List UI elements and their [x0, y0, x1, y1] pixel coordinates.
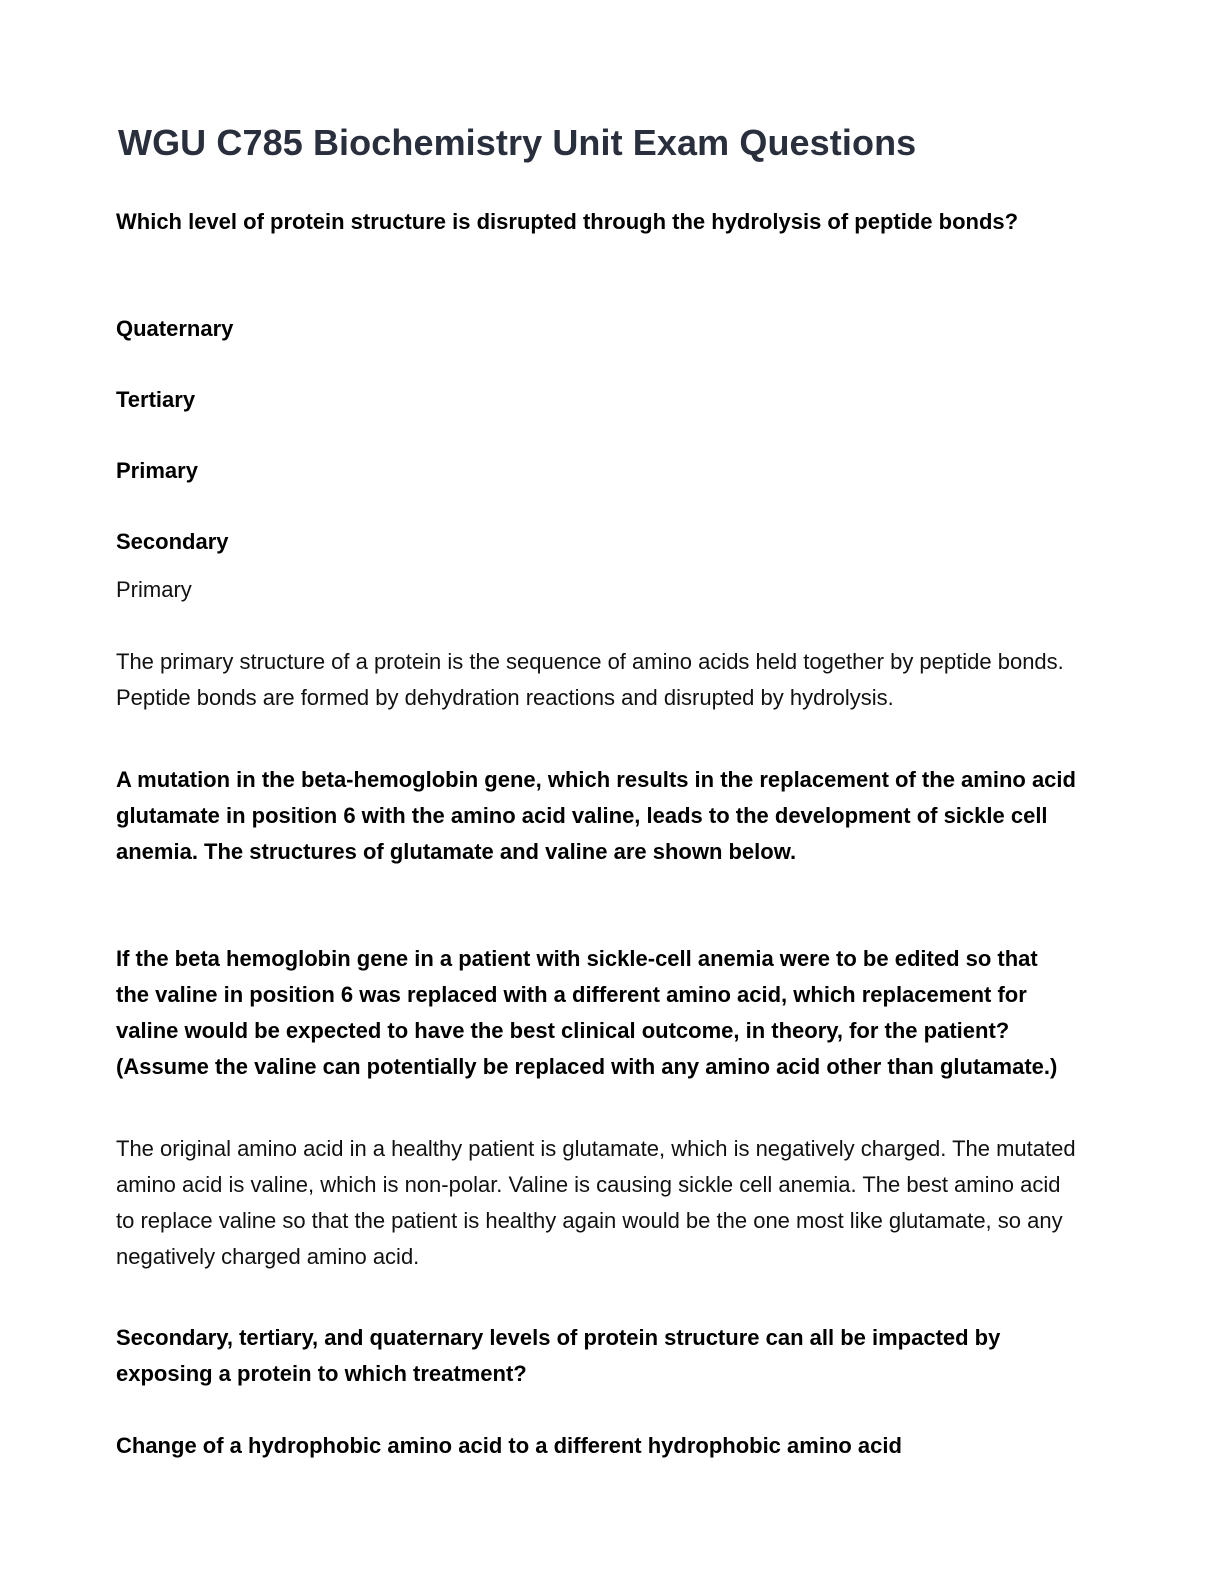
question-3-text: Secondary, tertiary, and quaternary levels of protein structure can all be impacted by exposing a protein to which treatment?	[116, 1325, 1001, 1386]
question-2-context: A mutation in the beta-hemoglobin gene, which results in the replacement of the amino acid glutamate in position 6 with the amino acid valine, leads to the development of sickle cell anemia. The structures of glutamate and valine are shown below.	[116, 767, 1076, 864]
question-1-option-2: Tertiary	[116, 387, 196, 412]
question-2-text: If the beta hemoglobin gene in a patient with sickle-cell anemia were to be edited so that the valine in position 6 was replaced with a different amino acid, which replacement for valine would be expected to have the best clinical outcome, in theory, for the patient? (Assume the valine can potentially be replaced with any amino acid other than glutamate.)	[116, 946, 1058, 1079]
question-1-text: Which level of protein structure is disrupted through the hydrolysis of peptide bonds?	[116, 209, 1019, 234]
question-1-explanation: The primary structure of a protein is the sequence of amino acids held together by peptide bonds. Peptide bonds are formed by dehydration reactions and disrupted by hydrolysis.	[116, 649, 1064, 710]
document-title: WGU C785 Biochemistry Unit Exam Questions	[118, 122, 917, 163]
question-2-explanation: The original amino acid in a healthy patient is glutamate, which is negatively charged. The mutated amino acid is valine, which is non-polar. Valine is causing sickle cell anemia. The best amino acid to replace valine so that the patient is healthy again would be the one most like glutamate, so any negatively charged amino acid.	[116, 1136, 1076, 1269]
question-1-answer: Primary	[116, 577, 192, 602]
question-3-option-1: Change of a hydrophobic amino acid to a different hydrophobic amino acid	[116, 1433, 902, 1458]
question-1-option-4: Secondary	[116, 529, 229, 554]
question-1-option-1: Quaternary	[116, 316, 234, 341]
question-1-option-3: Primary	[116, 458, 198, 483]
